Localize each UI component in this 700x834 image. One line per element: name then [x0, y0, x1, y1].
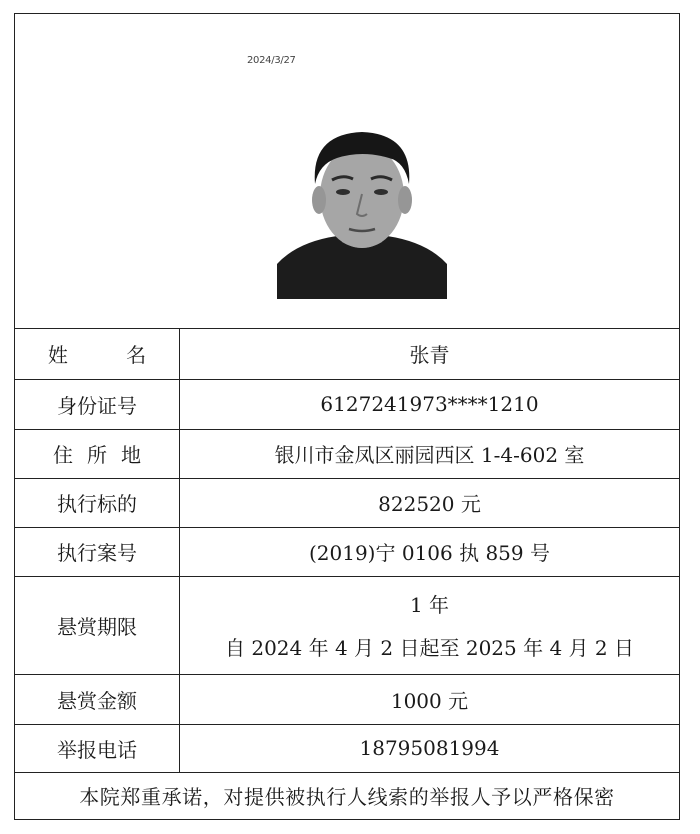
- row-reward-amount: [15, 674, 679, 724]
- value-name: 张青: [180, 329, 680, 379]
- photo-area: [15, 14, 679, 329]
- row-case-number: [15, 527, 679, 576]
- portrait-photo: [277, 114, 447, 299]
- row-report-phone: [15, 724, 679, 772]
- value-residence: 银川市金凤区丽园西区 1-4-602 室: [180, 429, 680, 478]
- row-id-number: [15, 379, 679, 429]
- reward-period-range: 自 2024 年 4 月 2 日起至 2025 年 4 月 2 日: [225, 636, 634, 660]
- value-execution-target: 822520 元: [180, 478, 680, 527]
- label-report-phone: 举报电话: [15, 724, 180, 772]
- confidentiality-promise: 本院郑重承诺，对提供被执行人线索的举报人予以严格保密: [15, 772, 679, 819]
- label-case-number: 执行案号: [15, 527, 180, 576]
- label-name: 姓 名: [15, 329, 180, 379]
- value-case-number: (2019)宁 0106 执 859 号: [180, 527, 680, 576]
- notice-frame: [14, 13, 680, 820]
- label-id-number: 身份证号: [15, 379, 180, 429]
- label-residence: 住所地: [15, 429, 180, 478]
- info-table: [15, 329, 679, 819]
- value-id-number: 6127241973****1210: [180, 379, 680, 429]
- row-reward-period: [15, 576, 679, 674]
- photo-date-stamp: 2024/3/27: [247, 55, 296, 66]
- row-footer: [15, 772, 679, 819]
- label-reward-amount: 悬赏金额: [15, 674, 180, 724]
- reward-period-duration: 1 年: [409, 593, 450, 617]
- value-reward-period: [180, 576, 680, 674]
- label-execution-target: 执行标的: [15, 478, 180, 527]
- label-reward-period: 悬赏期限: [15, 576, 180, 674]
- row-residence: [15, 429, 679, 478]
- row-name: [15, 329, 679, 379]
- value-report-phone: 18795081994: [180, 724, 680, 772]
- value-reward-amount: 1000 元: [180, 674, 680, 724]
- row-execution-target: [15, 478, 679, 527]
